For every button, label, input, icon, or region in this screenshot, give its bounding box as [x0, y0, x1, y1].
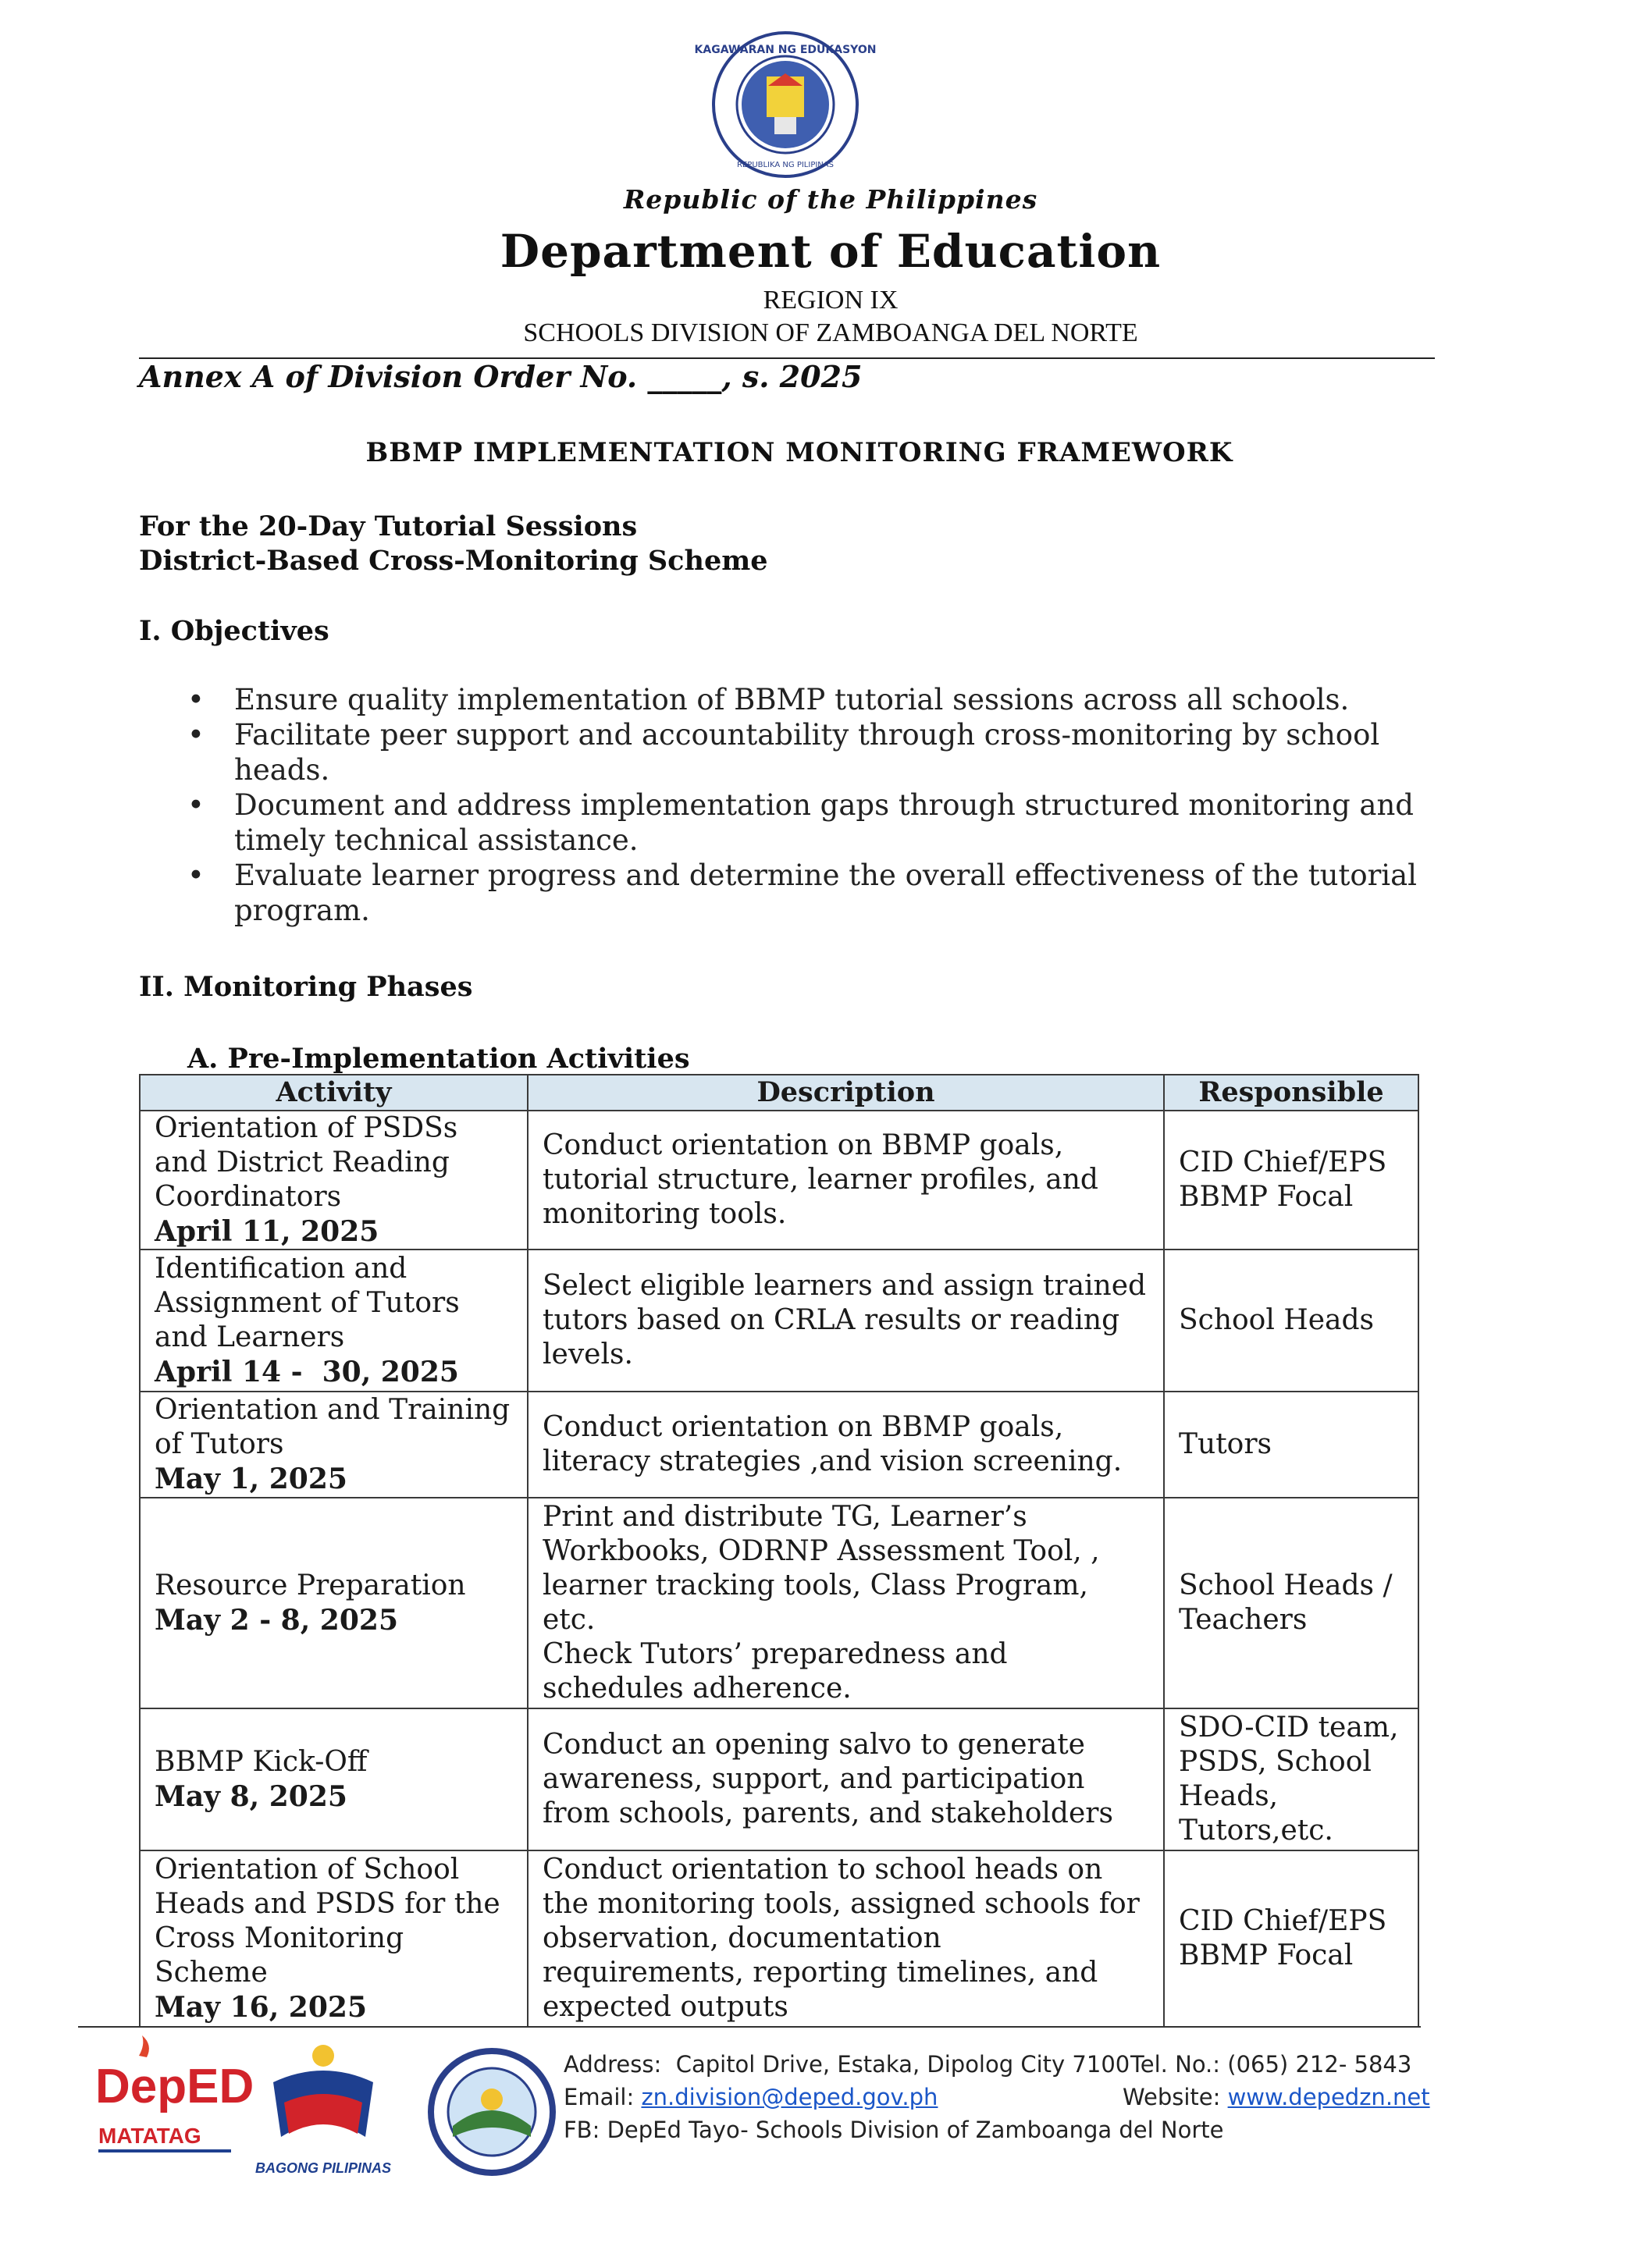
table-row — [140, 1850, 1418, 2027]
objective-item — [187, 858, 1436, 928]
bagong-pilipinas-logo-icon — [255, 2045, 391, 2176]
objective-item — [187, 682, 1436, 717]
table-row — [140, 1250, 1418, 1392]
bullet-icon: • — [187, 858, 205, 892]
footer-tel: Tel. No.: (065) 212- 5843 — [1130, 2051, 1412, 2078]
svg-text:KAGAWARAN NG EDUKASYON: KAGAWARAN NG EDUKASYON — [694, 44, 877, 56]
activity-name: Identification and Assignment of Tutors and Learners — [155, 1253, 460, 1353]
responsible-cell: CID Chief/EPS BBMP Focal — [1164, 1850, 1418, 2027]
subtitle-cross-monitoring: District-Based Cross-Monitoring Scheme — [139, 545, 768, 577]
activity-name: Resource Preparation — [155, 1569, 466, 1601]
division-seal-icon — [431, 2051, 553, 2173]
svg-text:BAGONG PILIPINAS: BAGONG PILIPINAS — [254, 2160, 392, 2176]
activity-date: April 14 - 30, 2025 — [155, 1356, 459, 1388]
footer-logos — [92, 2034, 561, 2182]
svg-text:REPUBLIKA NG PILIPINAS: REPUBLIKA NG PILIPINAS — [737, 161, 834, 169]
activity-date: May 16, 2025 — [155, 1991, 367, 2024]
description-cell: Conduct orientation on BBMP goals, tutorial structure, learner profiles, and monitoring tools. — [528, 1111, 1164, 1250]
republic-line: Republic of the Philippines — [623, 184, 1038, 215]
column-header-activity: Activity — [140, 1075, 528, 1111]
objective-item — [187, 787, 1436, 858]
objectives-list — [187, 682, 1436, 928]
description-cell: Conduct orientation on BBMP goals, literacy strategies ,and vision screening. — [528, 1392, 1164, 1498]
objectives-heading: I. Objectives — [139, 615, 329, 647]
annex-line: Annex A of Division Order No. _____, s. 2025 — [139, 359, 863, 394]
activity-date: May 1, 2025 — [155, 1463, 347, 1495]
bullet-icon: • — [187, 718, 205, 752]
description-cell: Conduct an opening salvo to generate awareness, support, and participation from schools, parents, and stakeholders — [528, 1708, 1164, 1850]
activity-cell — [140, 1498, 528, 1708]
monitoring-phases-heading: II. Monitoring Phases — [139, 971, 473, 1003]
column-header-responsible: Responsible — [1164, 1075, 1418, 1111]
activity-date: April 11, 2025 — [155, 1215, 379, 1248]
bullet-icon: • — [187, 788, 205, 822]
description-cell: Select eligible learners and assign trained tutors based on CRLA results or reading levels. — [528, 1250, 1164, 1392]
deped-seal-icon — [694, 28, 877, 181]
objective-text: Evaluate learner progress and determine the overall effectiveness of the tutorial program. — [234, 858, 1418, 927]
footer-email: Email: zn.division@deped.gov.ph — [564, 2084, 938, 2110]
objective-text: Ensure quality implementation of BBMP tutorial sessions across all schools. — [234, 683, 1350, 716]
footer-facebook: FB: DepEd Tayo- Schools Division of Zamboanga del Norte — [564, 2117, 1224, 2143]
activity-cell — [140, 1708, 528, 1850]
footer-website: Website: www.depedzn.net — [1123, 2084, 1430, 2110]
table-row — [140, 1111, 1418, 1250]
activity-cell — [140, 1250, 528, 1392]
objective-text: Document and address implementation gaps through structured monitoring and timely technical assistance. — [234, 788, 1414, 857]
responsible-cell: School Heads / Teachers — [1164, 1498, 1418, 1708]
responsible-cell: Tutors — [1164, 1392, 1418, 1498]
department-name: Department of Education — [500, 225, 1162, 278]
activity-name: Orientation and Training of Tutors — [155, 1394, 511, 1460]
footer-address: Address: Capitol Drive, Estaka, Dipolog City 7100 — [564, 2051, 1130, 2078]
subtitle-tutorial-sessions: For the 20-Day Tutorial Sessions — [139, 510, 638, 542]
region-line: REGION IX — [763, 286, 899, 315]
responsible-cell: CID Chief/EPS BBMP Focal — [1164, 1111, 1418, 1250]
description-cell: Print and distribute TG, Learner’s Workbooks, ODRNP Assessment Tool, , learner tracking tools, Class Program, etc. Check Tutors’ preparedness and schedules adherence. — [528, 1498, 1164, 1708]
responsible-cell: SDO-CID team, PSDS, School Heads, Tutors,etc. — [1164, 1708, 1418, 1850]
table-header-row — [140, 1075, 1418, 1111]
responsible-cell: School Heads — [1164, 1250, 1418, 1392]
footer-divider — [78, 2026, 1421, 2028]
svg-text:DepED: DepED — [95, 2060, 254, 2113]
column-header-description: Description — [528, 1075, 1164, 1111]
activity-date: May 2 - 8, 2025 — [155, 1604, 398, 1637]
activity-name: BBMP Kick-Off — [155, 1746, 368, 1778]
table-row — [140, 1708, 1418, 1850]
activity-cell — [140, 1111, 528, 1250]
activity-name: Orientation of School Heads and PSDS for the Cross Monitoring Scheme — [155, 1854, 500, 1989]
bullet-icon: • — [187, 683, 205, 716]
activity-name: Orientation of PSDSs and District Reading Coordinators — [155, 1112, 458, 1213]
pre-implementation-heading: A. Pre-Implementation Activities — [187, 1043, 690, 1075]
website-link[interactable]: www.depedzn.net — [1227, 2084, 1430, 2110]
description-cell: Conduct orientation to school heads on the monitoring tools, assigned schools for observation, documentation requirements, reporting timelines, and expected outputs — [528, 1850, 1164, 2027]
objective-text: Facilitate peer support and accountability through cross-monitoring by school heads. — [234, 718, 1380, 787]
document-title: BBMP IMPLEMENTATION MONITORING FRAMEWORK — [365, 437, 1233, 468]
activity-cell — [140, 1392, 528, 1498]
svg-text:MATATAG: MATATAG — [98, 2124, 201, 2148]
activities-table — [139, 1074, 1419, 2028]
division-line: SCHOOLS DIVISION OF ZAMBOANGA DEL NORTE — [523, 318, 1138, 347]
table-row — [140, 1392, 1418, 1498]
table-row — [140, 1498, 1418, 1708]
objective-item — [187, 717, 1436, 787]
email-link[interactable]: zn.division@deped.gov.ph — [641, 2084, 938, 2110]
activity-date: May 8, 2025 — [155, 1780, 347, 1813]
deped-matatag-logo-icon — [95, 2035, 254, 2152]
activity-cell — [140, 1850, 528, 2027]
